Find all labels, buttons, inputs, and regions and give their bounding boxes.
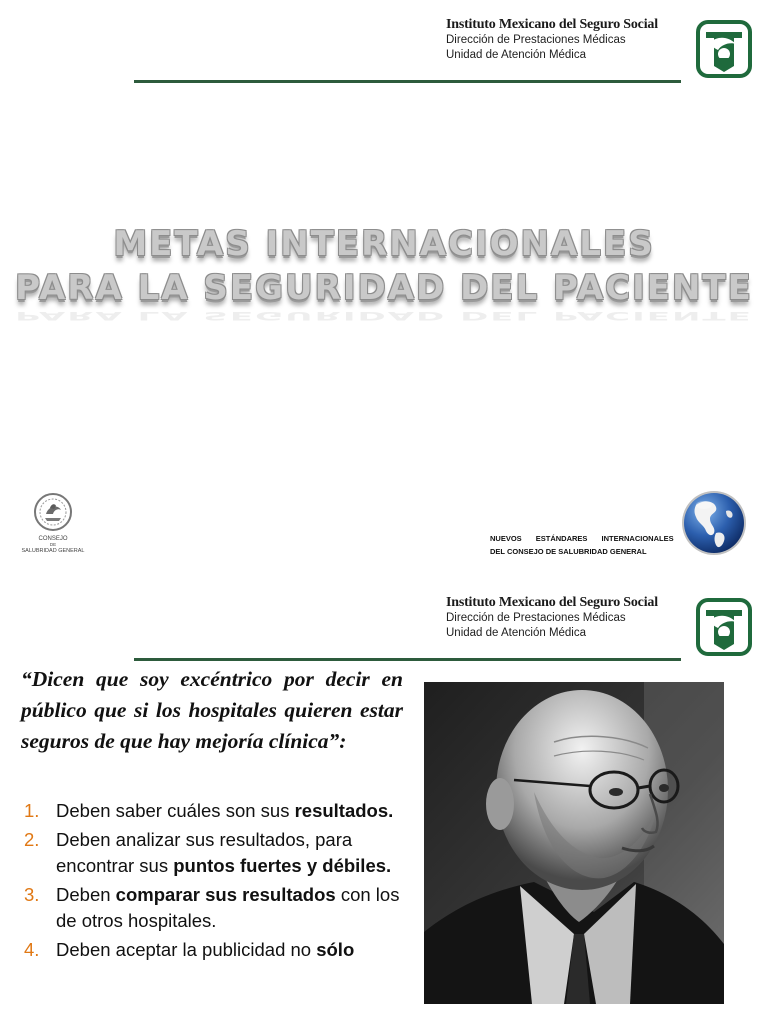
- header-text: [446, 596, 658, 639]
- list-number: 1.: [24, 800, 40, 821]
- csg-line-3: SALUBRIDAD GENERAL: [21, 548, 85, 554]
- list-text: Deben: [56, 883, 116, 905]
- list-text: Deben analizar sus resultados, para encontrar sus: [56, 828, 353, 876]
- header-divider: [134, 658, 681, 661]
- title-line-2: PARA LA SEGURIDAD DEL PACIENTE: [15, 268, 753, 308]
- institution-name: Instituto Mexicano del Seguro Social: [446, 595, 658, 610]
- standards-caption: [490, 532, 674, 558]
- standards-line-1: NUEVOS ESTÁNDARES INTERNACIONALES: [490, 534, 674, 543]
- portrait-photo: [424, 682, 724, 1004]
- imss-logo-icon: [696, 20, 752, 78]
- list-number: 4.: [24, 938, 40, 960]
- list-text: con los de otros hospitales.: [56, 883, 400, 931]
- list-number: 3.: [24, 883, 40, 905]
- institution-name: Instituto Mexicano del Seguro Social: [446, 17, 658, 32]
- csg-emblem-icon: [32, 492, 74, 532]
- header-divider: [134, 80, 681, 83]
- header-line-2: Unidad de Atención Médica: [446, 626, 587, 639]
- list-bold-text: puntos fuertes y débiles.: [173, 855, 392, 876]
- list-text: Deben saber cuáles son sus: [56, 800, 295, 821]
- csg-logo: [18, 492, 88, 562]
- title-reflection: PARA LA SEGURIDAD DEL PACIENTE: [15, 309, 753, 323]
- csg-line-1: CONSEJO: [38, 536, 68, 542]
- header-line-1: Dirección de Prestaciones Médicas: [446, 612, 626, 624]
- list-item: [24, 937, 412, 964]
- header-line-2: Unidad de Atención Médica: [446, 48, 587, 61]
- list-text: Deben aceptar la publicidad no: [56, 938, 317, 960]
- globe-icon: [680, 489, 748, 557]
- quote-text: “Dicen que soy excéntrico por decir en público que si los hospitales quieren estar seguros de que hay mejoría clínica”:: [21, 667, 403, 753]
- list-item: [24, 882, 412, 935]
- title-line-1: METAS INTERNACIONALES: [113, 224, 655, 264]
- list-item: [24, 798, 412, 825]
- csg-line-2: DE: [49, 542, 57, 547]
- header-line-1: Dirección de Prestaciones Médicas: [446, 34, 626, 46]
- list-bold-text: sólo: [316, 938, 355, 960]
- standards-line-2: DEL CONSEJO DE SALUBRIDAD GENERAL: [490, 547, 647, 557]
- list-number: 2.: [24, 828, 40, 850]
- imss-logo-icon: [696, 598, 752, 656]
- quote-slide: [0, 578, 768, 1024]
- header-text: [446, 18, 658, 61]
- list-bold-text: resultados.: [294, 800, 394, 821]
- list-item: [24, 827, 412, 880]
- results-list: [24, 798, 412, 965]
- list-bold-text: comparar sus resultados: [115, 883, 336, 905]
